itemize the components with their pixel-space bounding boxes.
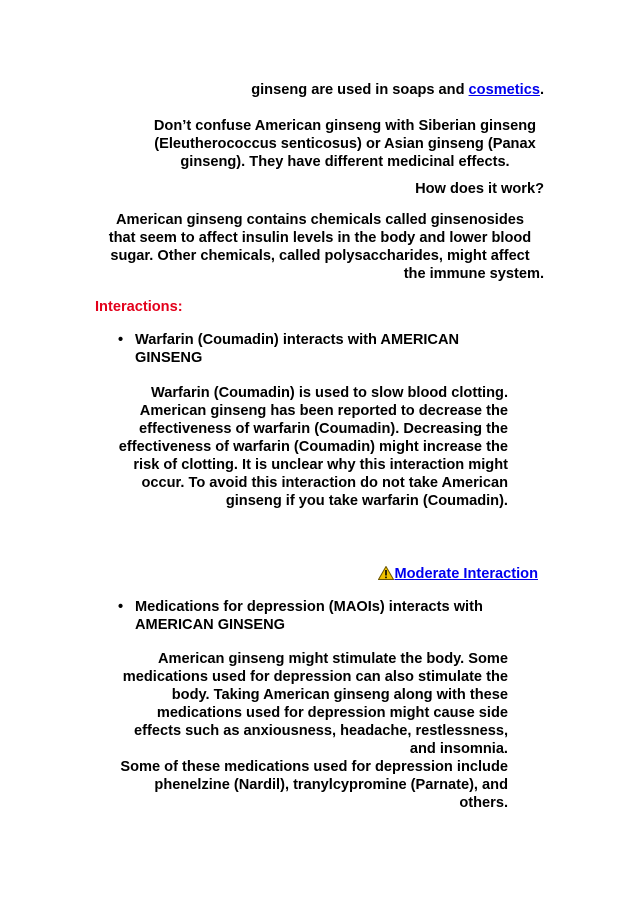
how-line: sugar. Other chemicals, called polysaccharides, might affect (110, 248, 530, 264)
maoi-desc-line: body. Taking American ginseng along with these (171, 687, 508, 703)
maoi-desc-line: Some of these medications used for depression include (120, 759, 508, 775)
how-paragraph (90, 211, 550, 265)
warfarin-desc-line: Warfarin (Coumadin) is used to slow blood clotting. (151, 385, 508, 401)
warning-icon (378, 566, 394, 580)
cosmetics-link[interactable]: cosmetics (468, 82, 540, 98)
how-line: American ginseng contains chemicals called ginsenosides (116, 212, 524, 228)
bullet-dot: • (118, 599, 124, 615)
confuse-line: (Eleutherococcus senticosus) or Asian ginseng (Panax (154, 136, 536, 152)
maoi-desc-line: American ginseng might stimulate the body. Some (157, 651, 508, 667)
warfarin-desc-line: effectiveness of warfarin (Coumadin). Decreasing the (139, 421, 508, 437)
confuse-line: Don’t confuse American ginseng with Siberian ginseng (153, 118, 537, 134)
warfarin-title-line: GINSENG (135, 350, 203, 366)
interactions-heading: Interactions: (95, 299, 183, 315)
confuse-line: ginseng). They have different medicinal effects. (180, 154, 510, 170)
warfarin-title-line: Warfarin (Coumadin) interacts with AMERICAN (135, 332, 460, 348)
maoi-desc-line: phenelzine (Nardil), tranylcypromine (Parnate), and (154, 777, 508, 793)
maoi-description (96, 650, 508, 812)
maoi-desc-line: medications used for depression might cause side (156, 705, 508, 721)
moderate-interaction-link[interactable]: Moderate Interaction (394, 566, 538, 582)
warfarin-desc-line: effectiveness of warfarin (Coumadin) might increase the (118, 439, 508, 455)
warfarin-desc-line: occur. To avoid this interaction do not take American (141, 475, 508, 491)
moderate-interaction-row (300, 565, 538, 583)
intro-soaps-end: . (539, 82, 544, 98)
maoi-desc-line: medications used for depression can also stimulate the (122, 669, 508, 685)
maoi-desc-line: effects such as anxiousness, headache, restlessness, (134, 723, 508, 739)
confuse-paragraph (140, 117, 550, 171)
maoi-desc-line: and insomnia. (409, 741, 508, 757)
warfarin-bullet-item (118, 331, 518, 367)
how-line-last: the immune system. (403, 266, 544, 282)
bullet-dot: • (118, 332, 124, 348)
maoi-title-line: AMERICAN GINSENG (135, 617, 285, 633)
warfarin-desc-line: American ginseng has been reported to decrease the (139, 403, 508, 419)
warfarin-description (100, 384, 508, 510)
intro-soaps-line (100, 81, 544, 99)
how-heading: How does it work? (415, 181, 544, 197)
maoi-bullet-item (118, 598, 538, 634)
warfarin-desc-line: ginseng if you take warfarin (Coumadin). (225, 493, 508, 509)
how-line: that seem to affect insulin levels in the body and lower blood (108, 230, 532, 246)
maoi-title-line: Medications for depression (MAOIs) interacts with (135, 599, 483, 615)
maoi-desc-line: others. (459, 795, 508, 811)
intro-soaps-text: ginseng are used in soaps and (251, 82, 469, 98)
warfarin-desc-line: risk of clotting. It is unclear why this interaction might (133, 457, 508, 473)
